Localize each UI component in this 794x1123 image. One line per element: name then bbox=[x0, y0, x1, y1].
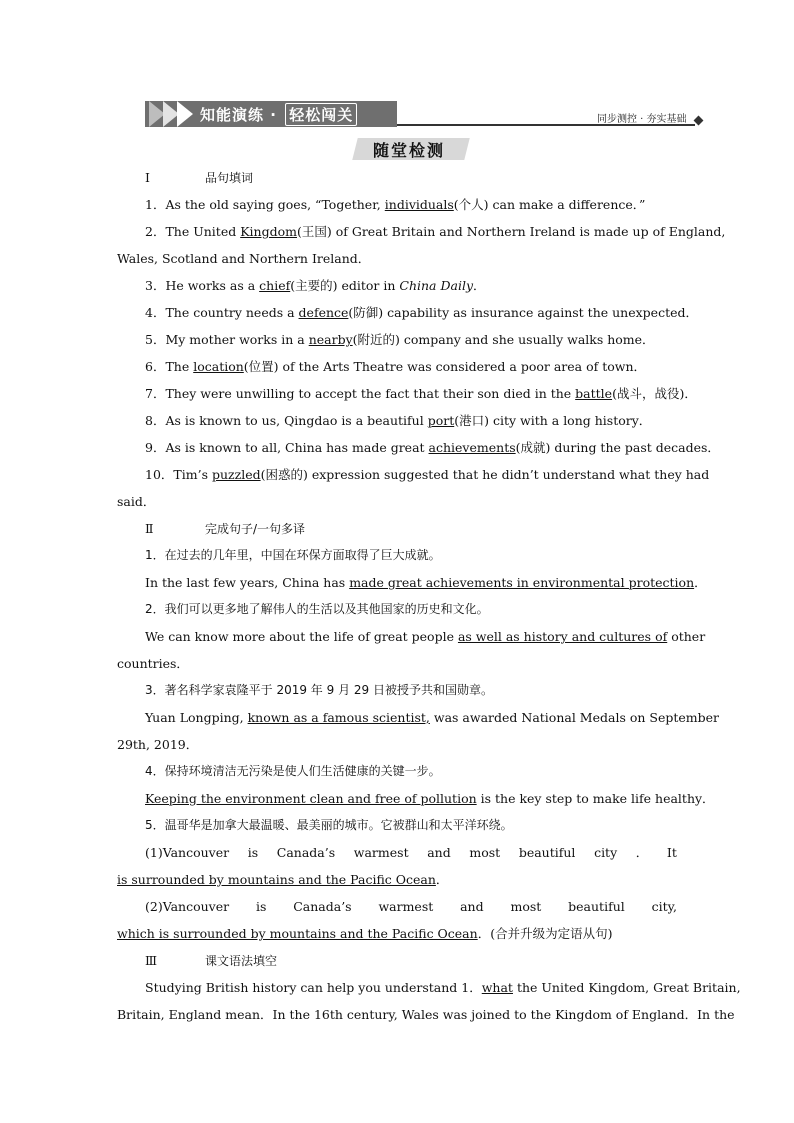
sentence-5-version-2-cont bbox=[117, 920, 677, 947]
question-9 bbox=[117, 434, 720, 461]
word: is bbox=[247, 845, 259, 860]
answer: individuals bbox=[384, 197, 454, 212]
word: and bbox=[460, 899, 484, 914]
part2-title: 完成句子/一句多译 bbox=[204, 522, 306, 536]
word: (1)Vancouver bbox=[145, 845, 230, 860]
sentence-text: We can know more about the life of great people bbox=[145, 629, 458, 644]
part1-title: 品句填词 bbox=[204, 171, 253, 185]
question-number: 9． bbox=[145, 440, 166, 455]
question-text: (成就) during the past decades． bbox=[515, 440, 720, 455]
question-text: (困惑的) expression suggested that he didn’t understand what they had bbox=[260, 467, 710, 482]
chevron-icon bbox=[177, 101, 193, 127]
question-text: The United bbox=[165, 224, 241, 239]
part1-heading bbox=[117, 164, 677, 191]
question-text: (港口) city with a long history． bbox=[454, 413, 652, 428]
answer: chief bbox=[259, 278, 291, 293]
sentence-1-chinese: 1．在过去的几年里，中国在环保方面取得了巨大成就。 bbox=[145, 548, 441, 562]
sentence-3-chinese: 3．著名科学家袁隆平于 2019 年 9 月 29 日被授予共和国勋章。 bbox=[145, 683, 493, 697]
word: beautiful bbox=[568, 899, 625, 914]
sentence-text: ． bbox=[694, 575, 707, 590]
question-10-cont bbox=[117, 488, 677, 515]
word: is bbox=[255, 899, 267, 914]
passage-line-2 bbox=[117, 1001, 735, 1028]
version-1-words bbox=[145, 839, 677, 866]
question-text: (个人) can make a difference．” bbox=[453, 197, 646, 212]
question-number: 6． bbox=[145, 359, 166, 374]
sentence-text: is the key step to make life healthy． bbox=[476, 791, 715, 806]
question-3 bbox=[117, 272, 677, 299]
question-5 bbox=[117, 326, 677, 353]
question-text: said． bbox=[117, 494, 156, 509]
question-text: ． bbox=[473, 278, 486, 293]
newspaper-name: China Daily bbox=[399, 278, 474, 293]
section-tag bbox=[355, 138, 467, 160]
sentence-2-english bbox=[117, 623, 706, 650]
sentence-text: countries． bbox=[117, 656, 189, 671]
question-text: (防御) capability as insurance against the unexpected． bbox=[348, 305, 698, 320]
question-text: As is known to us, Qingdao is a beautiful bbox=[165, 413, 428, 428]
banner-right-text: 轻松闯关 bbox=[285, 103, 357, 126]
question-text: He works as a bbox=[165, 278, 260, 293]
banner-dot: · bbox=[270, 106, 277, 124]
passage-text: the United Kingdom, Great Britain, bbox=[512, 980, 741, 995]
sentence-5-version-2 bbox=[117, 893, 677, 920]
question-text: The bbox=[165, 359, 194, 374]
document-body bbox=[117, 164, 741, 1028]
sentence-5-version-1-cont bbox=[117, 866, 677, 893]
answer: puzzled bbox=[211, 467, 261, 482]
question-number: 2． bbox=[145, 224, 166, 239]
sentence-4-chinese: 4．保持环境清洁无污染是使人们生活健康的关键一步。 bbox=[145, 764, 441, 778]
sentence-3-cont bbox=[117, 731, 677, 758]
passage-text: Britain, England mean．In the 16th century, Wales was joined to the Kingdom of England．In the bbox=[117, 1007, 735, 1022]
sentence-2-chinese: 2．我们可以更多地了解伟人的生活以及其他国家的历史和文化。 bbox=[145, 602, 489, 616]
answer: known as a famous scientist, bbox=[247, 710, 430, 725]
passage-text: Studying British history can help you understand 1． bbox=[145, 980, 482, 995]
word: beautiful bbox=[518, 845, 576, 860]
part3-title: 课文语法填空 bbox=[204, 954, 277, 968]
answer: as well as history and cultures of bbox=[457, 629, 668, 644]
word: warmest bbox=[353, 845, 409, 860]
part1-numeral: Ⅰ bbox=[145, 170, 150, 185]
answer: is surrounded by mountains and the Pacific Ocean bbox=[117, 872, 436, 887]
answer: location bbox=[193, 359, 244, 374]
word: city bbox=[594, 845, 618, 860]
question-number: 7． bbox=[145, 386, 166, 401]
part3-numeral: Ⅲ bbox=[145, 953, 158, 968]
answer: defence bbox=[298, 305, 349, 320]
question-6 bbox=[117, 353, 677, 380]
question-text: They were unwilling to accept the fact that their son died in the bbox=[165, 386, 576, 401]
word: most bbox=[469, 845, 501, 860]
banner-title bbox=[200, 103, 357, 126]
part2-heading bbox=[117, 515, 677, 542]
answer: Keeping the environment clean and free of pollution bbox=[145, 791, 477, 806]
sentence-1-english bbox=[117, 569, 707, 596]
question-text: (附近的) company and she usually walks home． bbox=[352, 332, 655, 347]
question-text: (战斗，战役)． bbox=[612, 386, 697, 401]
question-text: (王国) of Great Britain and Northern Ireland is made up of England, bbox=[296, 224, 726, 239]
header-subtitle: 同步测控 · 夯实基础 bbox=[597, 114, 687, 125]
sentence-text: was awarded National Medals on September bbox=[429, 710, 719, 725]
sentence-text: ．(合并升级为定语从句) bbox=[477, 926, 613, 941]
word: (2)Vancouver bbox=[145, 899, 230, 914]
diamond-icon bbox=[694, 116, 704, 126]
question-number: 5． bbox=[145, 332, 166, 347]
passage-line-1 bbox=[117, 974, 741, 1001]
word: city, bbox=[651, 899, 677, 914]
answer: battle bbox=[575, 386, 613, 401]
question-text: The country needs a bbox=[165, 305, 299, 320]
answer: Kingdom bbox=[240, 224, 297, 239]
section-title: 随堂检测 bbox=[373, 141, 446, 160]
answer: port bbox=[427, 413, 455, 428]
question-number: 8． bbox=[145, 413, 166, 428]
answer: what bbox=[481, 980, 513, 995]
sentence-text: Yuan Longping, bbox=[145, 710, 248, 725]
answer: made great achievements in environmental protection bbox=[349, 575, 695, 590]
question-2 bbox=[117, 218, 726, 245]
question-number: 10． bbox=[145, 467, 174, 482]
question-7 bbox=[117, 380, 697, 407]
sentence-text: 29th, 2019． bbox=[117, 737, 199, 752]
answer: which is surrounded by mountains and the Pacific Ocean bbox=[117, 926, 478, 941]
sentence-text: In the last few years, China has bbox=[145, 575, 350, 590]
word: ． bbox=[635, 845, 649, 860]
answer: nearby bbox=[308, 332, 353, 347]
word: and bbox=[427, 845, 451, 860]
part3-heading bbox=[117, 947, 677, 974]
word: most bbox=[510, 899, 542, 914]
word: It bbox=[666, 845, 677, 860]
question-text: My mother works in a bbox=[165, 332, 309, 347]
question-number: 4． bbox=[145, 305, 166, 320]
sentence-2-cont bbox=[117, 650, 677, 677]
word: Canada’s bbox=[293, 899, 352, 914]
question-number: 1． bbox=[145, 197, 166, 212]
question-text: Tim’s bbox=[173, 467, 212, 482]
section-banner bbox=[145, 101, 397, 127]
question-number: 3． bbox=[145, 278, 166, 293]
sentence-5-chinese: 5．温哥华是加拿大最温暖、最美丽的城市。它被群山和太平洋环绕。 bbox=[145, 818, 513, 832]
word: warmest bbox=[378, 899, 434, 914]
question-text: Wales, Scotland and Northern Ireland． bbox=[117, 251, 371, 266]
question-2-cont bbox=[117, 245, 677, 272]
answer: achievements bbox=[428, 440, 516, 455]
question-8 bbox=[117, 407, 677, 434]
sentence-5-version-1 bbox=[117, 839, 677, 866]
question-text: (位置) of the Arts Theatre was considered a poor area of town． bbox=[243, 359, 646, 374]
banner-left-text: 知能演练 bbox=[200, 106, 265, 124]
question-text: As is known to all, China has made great bbox=[165, 440, 429, 455]
question-text: (主要的) editor in bbox=[290, 278, 400, 293]
question-text: As the old saying goes, “Together, bbox=[165, 197, 385, 212]
sentence-3-english bbox=[117, 704, 719, 731]
question-10 bbox=[117, 461, 710, 488]
question-4 bbox=[117, 299, 698, 326]
sentence-text: ． bbox=[435, 872, 449, 887]
version-2-words bbox=[145, 893, 677, 920]
part2-numeral: Ⅱ bbox=[145, 521, 154, 536]
question-1 bbox=[117, 191, 677, 218]
word: Canada’s bbox=[276, 845, 336, 860]
sentence-4-english bbox=[117, 785, 715, 812]
sentence-text: other bbox=[667, 629, 706, 644]
